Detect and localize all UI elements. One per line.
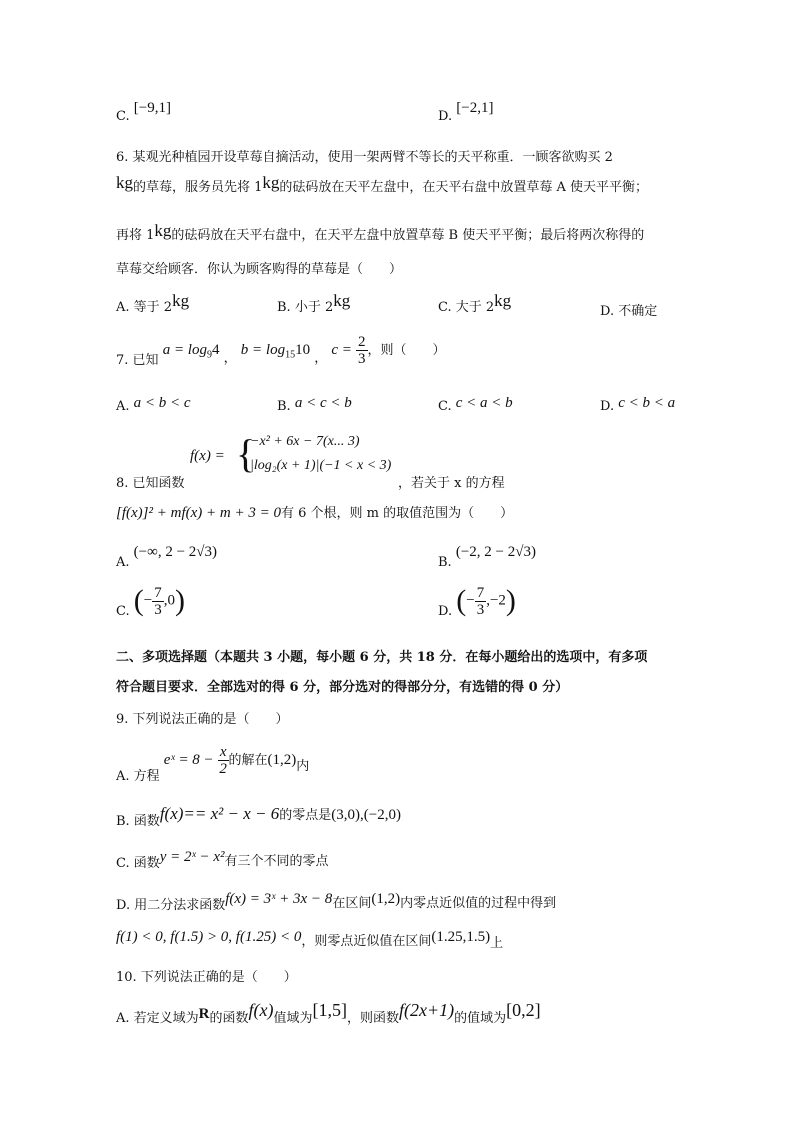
symbol-R: R [198, 1006, 210, 1022]
option-label: A. [116, 555, 130, 570]
text: ，则函数 [347, 1011, 400, 1026]
q6-stem-line4: 草莓交给顾客．你认为顾客购得的草莓是（ ） [116, 262, 403, 277]
q8-equation-line [116, 502, 513, 522]
math-sub: 9 [206, 349, 212, 361]
option-math: (−∞, 2 − 2√3) [133, 544, 218, 560]
text: 的砝码放在天平左盘中，在天平右盘中放置草莓 A 使天平平衡； [279, 180, 649, 195]
range: [1,5] [312, 1000, 348, 1020]
option-label: B. 小于 2 [277, 300, 334, 315]
q10-option-a [116, 1000, 541, 1026]
text: 的零点是 [279, 808, 332, 823]
q8-prefix: 8. 已知函数 [116, 476, 185, 491]
option-math: (−2, 2 − 2√3) [455, 544, 536, 560]
sep: ， [223, 351, 237, 366]
numerator: x [219, 744, 227, 760]
interval: (1,2) [371, 891, 401, 907]
option-tail: ,−2 [486, 592, 506, 609]
q8-suffix: ，若关于 x 的方程 [398, 476, 505, 491]
q6-option-c [438, 291, 512, 316]
equation: f(1) < 0, f(1.5) > 0, f(1.25) < 0 [116, 929, 302, 945]
q7-option-b [277, 395, 352, 415]
interval: (1,2) [267, 752, 297, 768]
numerator: 7 [154, 584, 162, 601]
option-label: C. [116, 603, 130, 619]
unit-kg: kg [154, 221, 172, 240]
math-c: c = [331, 342, 352, 358]
equation: y = 2ˣ − x² [159, 849, 225, 865]
numerator: 2 [358, 334, 366, 350]
math-sub: 15 [285, 349, 296, 361]
math-val: 10 [295, 342, 311, 358]
numerator: 7 [476, 584, 485, 601]
equation: f(x) = 3ˣ + 3x − 8 [225, 891, 333, 907]
unit-kg: kg [172, 291, 190, 310]
q9-option-c [116, 846, 329, 871]
q6-option-a [116, 291, 190, 316]
paren-right-icon: ) [174, 584, 185, 617]
text: ，则零点近似值在区间 [301, 934, 432, 949]
option-label: C. 函数 [116, 856, 160, 871]
function: f(x) [248, 1000, 274, 1020]
option-label: A. [116, 399, 130, 414]
text: 内零点近似值的过程中得到 [400, 896, 557, 911]
brace-icon: { [236, 431, 256, 476]
text: 的函数 [209, 1011, 249, 1026]
q10-stem: 10. 下列说法正确的是（ ） [116, 970, 297, 985]
q5-option-c [116, 100, 171, 125]
q6-option-d: D. 不确定 [600, 304, 658, 319]
math-val: 4 [211, 342, 220, 358]
text: 7. 已知 [116, 353, 159, 368]
q8-option-a [116, 544, 218, 570]
text: 的值域为 [454, 1011, 507, 1026]
option-math: c < b < a [618, 395, 676, 411]
sep: ， [314, 351, 328, 366]
paren-left-icon: ( [133, 584, 144, 617]
denominator: 3 [476, 601, 485, 618]
q5-option-d [438, 100, 494, 125]
text: 上 [490, 936, 504, 951]
q8-option-c [116, 584, 185, 618]
case-2: |log₂(x + 1)|(−1 < x < 3) [250, 458, 392, 473]
q6-stem-line1: 6. 某观光种植园开设草莓自摘活动，使用一架两臂不等长的天平称重．一顾客欲购买 2 [116, 150, 613, 165]
section-heading-line1: 二、多项选择题（本题共 3 小题，每小题 6 分，共 18 分．在每小题给出的选项中，有多项 [116, 650, 648, 665]
q9-stem: 9. 下列说法正确的是（ ） [116, 712, 289, 727]
q8-option-b [438, 544, 536, 570]
function: f(2x+1) [399, 1000, 455, 1020]
option-label: A. 等于 2 [116, 300, 173, 315]
text: 有三个不同的零点 [224, 854, 329, 869]
equation: f(x)== x² − x − 6 [159, 804, 280, 823]
option-label: D. [438, 603, 453, 619]
text: 的砝码放在天平右盘中，在天平左盘中放置草莓 B 使天平平衡；最后将两次称得的 [171, 228, 645, 243]
option-label: D. 用二分法求函数 [116, 898, 226, 913]
unit-kg: kg [116, 173, 133, 192]
q6-option-b [277, 291, 351, 316]
case-1: −x² + 6x − 7(x... 3) [250, 434, 360, 449]
unit-kg: kg [494, 291, 512, 310]
fraction [475, 585, 487, 618]
q7-option-a [116, 395, 191, 415]
section-heading-line2: 符合题目要求．全部选对的得 6 分，部分选对的得部分分，有选错的得 0 分） [116, 680, 569, 695]
option-label: C. [438, 399, 452, 414]
q9-option-a [116, 744, 310, 784]
unit-kg: kg [333, 291, 351, 310]
fraction [356, 334, 368, 367]
option-label: C. 大于 2 [438, 300, 495, 315]
option-label: B. [277, 399, 291, 414]
option-math: a < b < c [133, 395, 191, 411]
text: 内 [296, 759, 310, 774]
q9-option-d-line2 [116, 926, 504, 951]
option-label: A. 若定义域为 [116, 1011, 199, 1026]
option-math: [−9,1] [133, 100, 171, 116]
option-math: [−2,1] [456, 100, 494, 116]
minus: − [466, 592, 475, 609]
text: 有 6 个根，则 m 的取值范围为（ ） [280, 506, 514, 521]
q7-option-d [600, 395, 676, 415]
denominator: 3 [154, 601, 162, 618]
option-label: C. [116, 109, 130, 124]
text: 的解在 [228, 753, 268, 768]
q9-option-b [116, 804, 401, 829]
option-label: D. [438, 109, 453, 124]
fraction [152, 585, 164, 618]
text: 值域为 [273, 1011, 313, 1026]
option-math: c < a < b [455, 395, 513, 411]
denominator: 2 [219, 761, 227, 777]
zeros: (3,0),(−2,0) [331, 807, 401, 823]
math-b: b = log [240, 342, 286, 358]
function-lhs: f(x) = [190, 448, 225, 464]
paren-left-icon: ( [456, 584, 467, 617]
option-label: B. 函数 [116, 814, 160, 829]
text: 在区间 [332, 896, 372, 911]
option-label: D. [600, 399, 615, 414]
q9-option-d [116, 888, 557, 913]
q6-stem-line2 [116, 173, 649, 196]
fraction [218, 744, 229, 777]
unit-kg: kg [262, 173, 280, 192]
paren-right-icon: ) [505, 584, 516, 617]
option-math: a < c < b [294, 395, 352, 411]
option-tail: ,0 [163, 592, 175, 609]
q7-option-c [438, 395, 513, 415]
interval: (1.25,1.5) [431, 929, 491, 945]
q8-option-d [438, 584, 516, 618]
equation: [f(x)]² + mf(x) + m + 3 = 0 [116, 505, 281, 521]
text: 的草莓，服务员先将 1 [133, 180, 263, 195]
range: [0,2] [506, 1000, 541, 1020]
q7-stem [116, 334, 446, 367]
equation: eˣ = 8 − [163, 752, 214, 768]
text: ，则（ ） [367, 343, 446, 358]
minus: − [143, 592, 153, 609]
math-a: a = log [162, 342, 207, 358]
text: 再将 1 [116, 228, 155, 243]
option-label: A. 方程 [116, 769, 160, 784]
denominator: 3 [358, 351, 366, 367]
option-label: B. [438, 555, 452, 570]
q6-stem-line3 [116, 221, 645, 244]
